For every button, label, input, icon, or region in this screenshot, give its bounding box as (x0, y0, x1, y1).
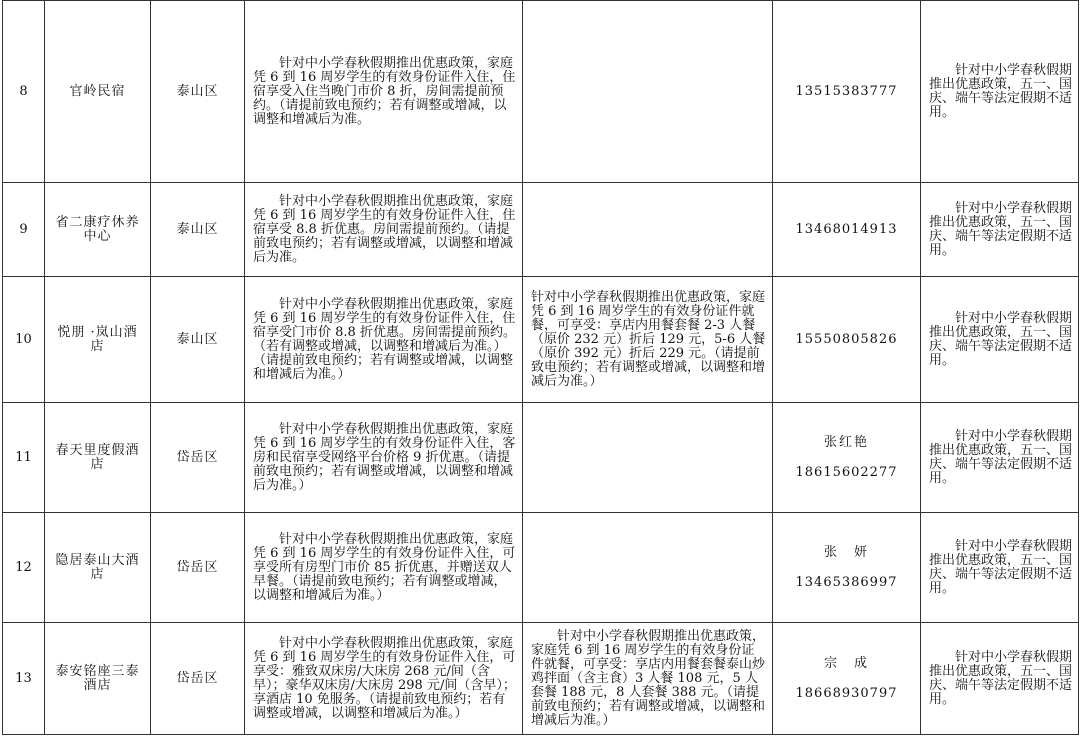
hotel-name: 官岭民宿 (45, 1, 151, 183)
room-policy-cell (245, 513, 523, 623)
hotel-discount-table (2, 0, 1079, 735)
table-row (3, 403, 1079, 513)
row-number: 13 (3, 623, 45, 735)
contact-cell (773, 623, 921, 735)
hotel-name: 悦朋 ·岚山酒店 (45, 277, 151, 403)
meal-policy-cell (523, 513, 773, 623)
room-policy-cell (245, 277, 523, 403)
row-number: 10 (3, 277, 45, 403)
meal-policy-cell (523, 1, 773, 183)
hotel-name: 泰安铭座三泰酒店 (45, 623, 151, 735)
contact-cell (773, 1, 921, 183)
note-cell (921, 513, 1079, 623)
row-number: 9 (3, 183, 45, 277)
contact-cell (773, 403, 921, 513)
room-policy: 针对中小学春秋假期推出优惠政策，家庭凭 6 到 16 周岁学生的有效身份证件入住，住宿享受 8.8 折优惠。房间需提前预约。（请提前致电预约；若有调整或增减，以调整和增减后为准。 (253, 193, 516, 265)
contact-person: 张 妍 (823, 544, 869, 560)
room-policy: 针对中小学春秋假期推出优惠政策，家庭凭 6 到 16 周岁学生的有效身份证件入住，可享受：雅致双床房/大床房 268 元/间（含早）；豪华双床房/大床房 298 元/间（含早）；享酒店 10 免服务。（请提前致电预约；若有调整或增减，以调整和增减后为准。） (253, 635, 516, 721)
note: 针对中小学春秋假期推出优惠政策，五一、国庆、端午等法定假期不适用。 (929, 649, 1073, 707)
table-row (3, 623, 1079, 735)
meal-policy-cell (523, 183, 773, 277)
row-number: 8 (3, 1, 45, 183)
table-row (3, 513, 1079, 623)
room-policy-cell (245, 403, 523, 513)
hotel-name: 省二康疗休养中心 (45, 183, 151, 277)
phone-number: 15550805826 (795, 331, 898, 347)
room-policy-cell (245, 1, 523, 183)
district: 岱岳区 (151, 513, 245, 623)
district: 泰山区 (151, 183, 245, 277)
contact-cell (773, 277, 921, 403)
note: 针对中小学春秋假期推出优惠政策，五一、国庆、端午等法定假期不适用。 (929, 62, 1073, 120)
district: 岱岳区 (151, 623, 245, 735)
hotel-name: 春天里度假酒店 (45, 403, 151, 513)
note: 针对中小学春秋假期推出优惠政策，五一、国庆、端午等法定假期不适用。 (929, 200, 1073, 258)
room-policy: 针对中小学春秋假期推出优惠政策，家庭凭 6 到 16 周岁学生的有效身份证件入住，住宿享受门市价 8.8 折优惠。房间需提前预约。（若有调整或增减，以调整和增减后为准。）（请提前致电预约；若有调整或增减，以调整和增减后为准。） (253, 296, 516, 382)
table-row (3, 1, 1079, 183)
meal-policy: 针对中小学春秋假期推出优惠政策，家庭凭 6 到 16 周岁学生的有效身份证件就餐，可享受：享店内用餐套餐 2-3 人餐（原价 232 元）折后 129 元，5-6 人餐（原价 392 元）折后 229 元。（请提前致电预约；若有调整或增减，以调整和增减后为准。） (531, 289, 766, 389)
contact-cell (773, 183, 921, 277)
hotel-name: 隐居泰山大酒店 (45, 513, 151, 623)
phone-number: 13465386997 (795, 574, 898, 590)
phone-number: 18668930797 (795, 685, 898, 701)
contact-person: 宗 成 (823, 655, 869, 671)
district: 泰山区 (151, 1, 245, 183)
contact-person: 张红艳 (823, 434, 869, 450)
room-policy-cell (245, 183, 523, 277)
phone-number: 18615602277 (795, 464, 898, 480)
table-row (3, 277, 1079, 403)
row-number: 12 (3, 513, 45, 623)
note-cell (921, 183, 1079, 277)
note-cell (921, 403, 1079, 513)
note: 针对中小学春秋假期推出优惠政策，五一、国庆、端午等法定假期不适用。 (929, 538, 1073, 596)
room-policy-cell (245, 623, 523, 735)
note-cell (921, 1, 1079, 183)
contact-cell (773, 513, 921, 623)
district: 泰山区 (151, 277, 245, 403)
note-cell (921, 623, 1079, 735)
table-row (3, 183, 1079, 277)
note: 针对中小学春秋假期推出优惠政策，五一、国庆、端午等法定假期不适用。 (929, 428, 1073, 486)
meal-policy-cell (523, 623, 773, 735)
phone-number: 13468014913 (795, 221, 898, 237)
row-number: 11 (3, 403, 45, 513)
room-policy: 针对中小学春秋假期推出优惠政策，家庭凭 6 到 16 周岁学生的有效身份证件入住，住宿享受入住当晚门市价 8 折，房间需提前预约。（请提前致电预约；若有调整或增减，以调整和增减后为准。 (253, 55, 516, 127)
meal-policy-cell (523, 403, 773, 513)
room-policy: 针对中小学春秋假期推出优惠政策，家庭凭 6 到 16 周岁学生的有效身份证件入住，客房和民宿享受网络平台价格 9 折优惠。（请提前致电预约；若有调整或增减，以调整和增减后为准。） (253, 421, 516, 493)
meal-policy: 针对中小学春秋假期推出优惠政策，家庭凭 6 到 16 周岁学生的有效身份证件就餐，可享受：享店内用餐套餐泰山炒鸡拌面（含主食）3 人餐 108 元，5 人套餐 188 元，8 人套餐 388 元。（请提前致电预约；若有调整或增减，以调整和增减后为准。） (531, 628, 766, 728)
district: 岱岳区 (151, 403, 245, 513)
room-policy: 针对中小学春秋假期推出优惠政策，家庭凭 6 到 16 周岁学生的有效身份证件入住，可享受所有房型门市价 85 折优惠，并赠送双人早餐。（请提前致电预约；若有调整或增减，以调整和增减后为准。） (253, 531, 516, 603)
phone-number: 13515383777 (795, 83, 898, 99)
note-cell (921, 277, 1079, 403)
meal-policy-cell (523, 277, 773, 403)
note: 针对中小学春秋假期推出优惠政策，五一、国庆、端午等法定假期不适用。 (929, 310, 1073, 368)
